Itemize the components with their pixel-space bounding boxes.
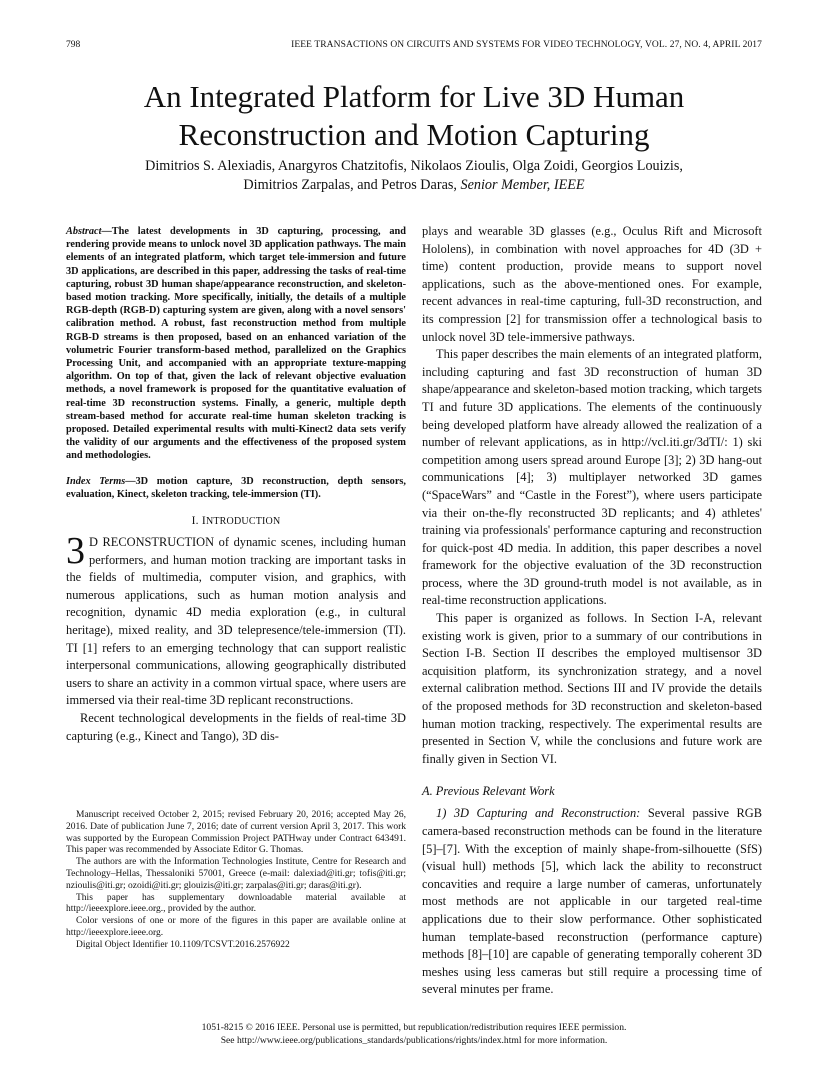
title-line-2: Reconstruction and Motion Capturing: [178, 117, 650, 152]
right-paragraph-4: 1) 3D Capturing and Reconstruction: Several passive RGB camera-based reconstruction methods can be found in the literature [5]–[7]. With the exception of mainly shape-from-silhouette (SfS) (visual hull) methods [5], which lack the ability to reconstruct concavities and require a large number of cameras, unfortunately most methods are not applicable in our targeted real-time applications due to their slow performance. Other sophisticated human template-based reconstruction (performance capture) methods [8]–[10] are capable of generating temporally coherent 3D meshes using less cameras but still require a processing time of several minutes per frame.: [422, 806, 762, 997]
paragraph-heading: 1) 3D Capturing and Reconstruction:: [436, 806, 641, 821]
page-number: 798: [66, 40, 81, 50]
drop-cap: 3: [66, 530, 85, 573]
index-terms: Index Terms—3D motion capture, 3D reconstruction, depth sensors, evaluation, Kinect, skeleton tracking, tele-immersion (TI).: [66, 475, 406, 500]
right-paragraph-3: This paper is organized as follows. In Section I-A, relevant existing work is given, prior to a summary of our contributions in Section I-B. Section II describes the employed multisensor 3D acquisition platform, its synchronization strategy, and a novel external calibration method. Sections III and IV provide the details of the proposed methods for 3D reconstruction and skeleton-based human motion tracking, respectively. The experimental results are presented in Section V, while the conclusions and future work are finally given in Section VI.: [422, 611, 762, 766]
right-paragraph-2: This paper describes the main elements of an integrated platform, including capturing and fast 3D reconstruction of human 3D shape/appearance and skeleton-based motion tracking, which targets TI and future 3D applications. The elements of the continuously being developed platform have already allowed the realization of a number of relevant applications, as in http://vcl.iti.gr/3dTI/: 1) ski competition among users spread around Europe [3]; 2) 3D hang-out communications [4]; 3) multiplayer networked 3D games (“SpaceWars” and “Castle in the Forest”), where users participate via their on-the-fly reconstructed 3D replicants; and 4) athletes' training via professionals' performance capturing and reconstruction for quick-post 4D media. In addition, this paper describes a novel framework for the objective evaluation of the 3D reconstruction process, where the 3D ground-truth model is not available, as in real-time reconstruction applications.: [422, 347, 762, 608]
subsection-heading-previous-work: A. Previous Relevant Work: [422, 784, 555, 799]
paper-title: [0, 78, 828, 154]
copyright-line-1: 1051-8215 © 2016 IEEE. Personal use is permitted, but republication/redistribution requires IEEE permission.: [201, 1022, 627, 1033]
footnotes: [66, 810, 406, 952]
footnote-affiliation: The authors are with the Information Technologies Institute, Centre for Research and Technology–Hellas, Thessaloniki 57001, Greece (e-mail: dalexiad@iti.gr; tofis@iti.gr; nzioulis@iti.gr; ozoidi@iti.gr; glouizis@iti.gr; zarpalas@iti.gr; daras@iti.gr).: [66, 857, 406, 891]
index-terms-text: 3D motion capture, 3D reconstruction, depth sensors, evaluation, Kinect, skeleton tracking, tele-immersion (TI).: [66, 475, 406, 500]
footnote-manuscript: Manuscript received October 2, 2015; revised February 20, 2016; accepted May 26, 2016. Date of publication June 7, 2016; date of current version April 3, 2017. This work was supported by the European Commission Project PATHway under Contract 643491. This paper was recommended by Associate Editor G. Thomas.: [66, 810, 406, 856]
authors-line-2: Dimitrios Zarpalas, and Petros Daras,: [243, 177, 457, 193]
abstract-text: The latest developments in 3D capturing, processing, and rendering provide means to unlock novel 3D application pathways. The main elements of an integrated platform, which target tele-immersion and future 3D applications, are described in this paper, addressing the tasks of real-time capturing, robust 3D human shape/appearance reconstruction, and skeleton-based motion tracking. More specifically, initially, the details of a multiple RGB-depth (RGB-D) capturing system are given, along with a novel sensors' calibration method. A robust, fast reconstruction method from multiple RGB-D streams is then proposed, based on an enhanced variation of the volumetric Fourier transform-based method, parallelized on the Graphics Processing Unit, and accompanied with an appropriate texture-mapping algorithm. On top of that, given the lack of relevant objective evaluation methods, a novel framework is proposed for the quantitative evaluation of real-time 3D reconstruction systems. Finally, a generic, multiple depth stream-based method for accurate real-time human skeleton tracking is proposed. Detailed experimental results with multi-Kinect2 data sets verify the validity of our arguments and the effectiveness of the proposed system and methodologies.: [66, 226, 406, 462]
left-column: [66, 225, 406, 745]
running-header: IEEE TRANSACTIONS ON CIRCUITS AND SYSTEMS FOR VIDEO TECHNOLOGY, VOL. 27, NO. 4, APRIL 2017: [291, 40, 762, 50]
author-membership: Senior Member, IEEE: [460, 177, 585, 193]
intro-paragraph-1: 3 D RECONSTRUCTION of dynamic scenes, including human performers, and human motion tracking are important tasks in the fields of multimedia, computer vision, and graphics, with numerous applications, such as human motion analysis and recognition, dynamic 4D media exploration (e.g., in cultural heritage), mixed reality, and 3D telepresence/tele-immersion (TI). TI [1] refers to an emerging technology that can support realistic interpersonal communications, allowing geographically distributed users to share an activity in a common virtual space, where users are immersed via their real-time 3D replicant reconstructions.: [66, 530, 406, 708]
abstract: Abstract—The latest developments in 3D capturing, processing, and rendering provide means to unlock novel 3D application pathways. The main elements of an integrated platform, which target tele-immersion and future 3D applications, are described in this paper, addressing the tasks of real-time capturing, robust 3D human shape/appearance reconstruction, and skeleton-based motion tracking. More specifically, initially, the details of a multiple RGB-depth (RGB-D) capturing system are given, along with a novel sensors' calibration method. A robust, fast reconstruction method from multiple RGB-D streams is then proposed, based on an enhanced variation of the volumetric Fourier transform-based method, parallelized on the Graphics Processing Unit, and accompanied with an appropriate texture-mapping algorithm. On top of that, given the lack of relevant objective evaluation methods, a novel framework is proposed for the quantitative evaluation of real-time 3D reconstruction systems. Finally, a generic, multiple depth stream-based method for accurate real-time human skeleton tracking is proposed. Detailed experimental results with multi-Kinect2 data sets verify the validity of our arguments and the effectiveness of the proposed system and methodologies.: [66, 226, 406, 462]
index-terms-label: Index Terms: [66, 475, 126, 487]
footnote-supplementary: This paper has supplementary downloadable material available at http://ieeexplore.ieee.org., provided by the author.: [66, 892, 406, 915]
section-heading-introduction: I. INTRODUCTION: [191, 514, 281, 528]
footnote-doi: Digital Object Identifier 10.1109/TCSVT.2016.2576922: [76, 939, 290, 950]
copyright-line-2: See http://www.ieee.org/publications_standards/publications/rights/index.html for more information.: [220, 1035, 608, 1046]
right-paragraph-1: plays and wearable 3D glasses (e.g., Oculus Rift and Microsoft Hololens), in combination with novel approaches for 4D (3D + time) content production, provide means to support novel applications, such as the above-mentioned ones. For example, recent advances in real-time capturing, full-3D reconstruction, and its compression [2] for transmission offer a technological basis to unlock novel 3D tele-immersive pathways.: [422, 224, 762, 344]
right-column: [422, 223, 762, 999]
intro-paragraph-2: Recent technological developments in the fields of real-time 3D capturing (e.g., Kinect and Tango), 3D dis-: [66, 711, 406, 743]
footnote-color: Color versions of one or more of the figures in this paper are available online at http://ieeexplore.ieee.org.: [66, 916, 406, 938]
authors-line-1: Dimitrios S. Alexiadis, Anargyros Chatzitofis, Nikolaos Zioulis, Olga Zoidi, Georgios Louizis,: [145, 158, 683, 174]
copyright-notice: [0, 1021, 828, 1047]
title-line-1: An Integrated Platform for Live 3D Human: [143, 79, 685, 114]
author-list: [0, 157, 828, 195]
abstract-label: Abstract: [66, 226, 102, 237]
